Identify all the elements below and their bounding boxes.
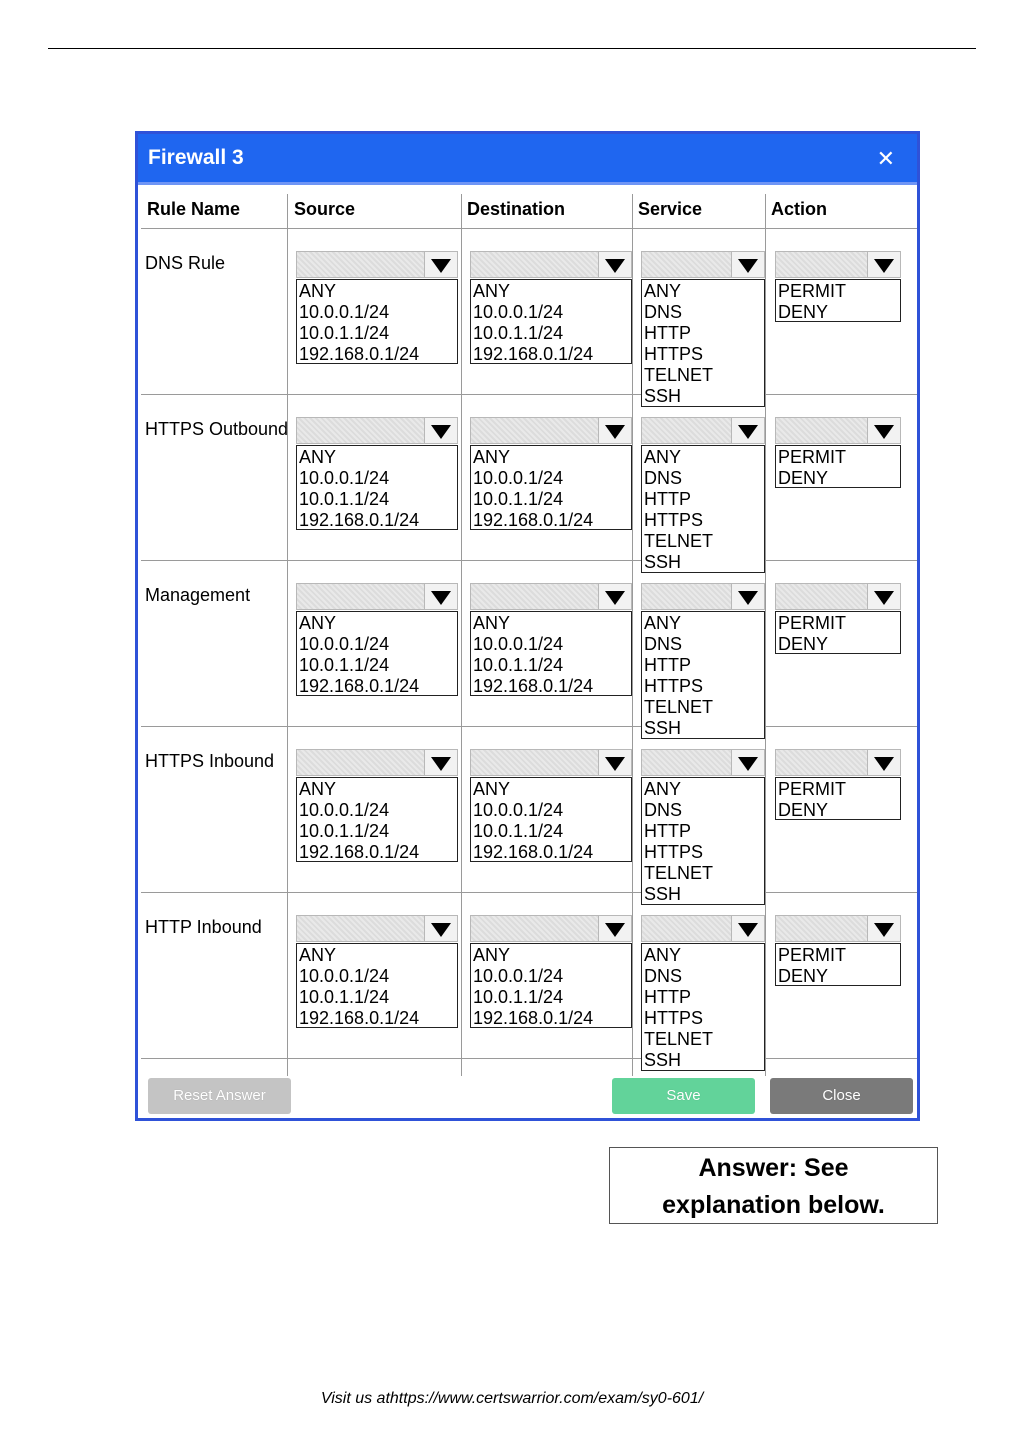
service-dropdown[interactable] bbox=[641, 915, 765, 942]
destination-listbox[interactable] bbox=[470, 777, 632, 862]
source-option[interactable]: 10.0.0.1/24 bbox=[299, 468, 390, 488]
action-dropdown[interactable] bbox=[775, 251, 901, 278]
source-option[interactable]: 192.168.0.1/24 bbox=[299, 344, 420, 364]
service-option[interactable]: DNS bbox=[644, 966, 683, 986]
service-option[interactable]: TELNET bbox=[644, 863, 714, 883]
service-option[interactable]: HTTP bbox=[644, 655, 691, 675]
destination-option[interactable]: 10.0.0.1/24 bbox=[473, 302, 564, 322]
destination-option[interactable]: 10.0.1.1/24 bbox=[473, 489, 564, 509]
source-listbox[interactable] bbox=[296, 611, 458, 696]
destination-option[interactable]: ANY bbox=[473, 945, 511, 965]
chevron-down-icon[interactable] bbox=[867, 584, 900, 609]
destination-dropdown[interactable] bbox=[470, 417, 632, 444]
header-destination: Destination bbox=[467, 199, 566, 219]
rule-name: HTTPS Outbound bbox=[145, 419, 289, 439]
service-option[interactable]: ANY bbox=[644, 779, 682, 799]
action-dropdown[interactable] bbox=[775, 417, 901, 444]
rule-name: DNS Rule bbox=[145, 253, 226, 273]
page-top-rule bbox=[48, 48, 976, 49]
chevron-down-icon[interactable] bbox=[598, 418, 631, 443]
action-option[interactable]: DENY bbox=[778, 966, 829, 986]
action-listbox[interactable] bbox=[775, 279, 901, 322]
action-listbox[interactable] bbox=[775, 611, 901, 654]
service-option[interactable]: DNS bbox=[644, 302, 683, 322]
action-listbox[interactable] bbox=[775, 445, 901, 488]
source-option[interactable]: 10.0.1.1/24 bbox=[299, 821, 390, 841]
chevron-down-icon[interactable] bbox=[424, 418, 457, 443]
rule-name: Management bbox=[145, 585, 251, 605]
dialog-title: Firewall 3 bbox=[148, 146, 244, 169]
action-option[interactable]: DENY bbox=[778, 634, 829, 654]
service-option[interactable]: TELNET bbox=[644, 365, 714, 385]
destination-listbox[interactable] bbox=[470, 611, 632, 696]
service-option[interactable]: HTTPS bbox=[644, 1008, 704, 1028]
action-option[interactable]: PERMIT bbox=[778, 779, 847, 799]
header-service: Service bbox=[638, 199, 703, 219]
save-button[interactable]: Save bbox=[612, 1078, 755, 1114]
destination-option[interactable]: 192.168.0.1/24 bbox=[473, 1008, 594, 1028]
destination-dropdown[interactable] bbox=[470, 251, 632, 278]
answer-line-1: Answer: See bbox=[698, 1154, 849, 1182]
chevron-down-icon[interactable] bbox=[731, 584, 764, 609]
service-option[interactable]: HTTPS bbox=[644, 676, 704, 696]
chevron-down-icon[interactable] bbox=[731, 916, 764, 941]
destination-option[interactable]: 10.0.0.1/24 bbox=[473, 800, 564, 820]
service-option[interactable]: ANY bbox=[644, 281, 682, 301]
table-header bbox=[141, 194, 917, 229]
header-rule-name: Rule Name bbox=[147, 199, 241, 219]
destination-option[interactable]: ANY bbox=[473, 779, 511, 799]
rule-row bbox=[141, 229, 917, 406]
source-listbox[interactable] bbox=[296, 777, 458, 862]
action-listbox[interactable] bbox=[775, 943, 901, 986]
action-listbox[interactable] bbox=[775, 777, 901, 820]
dialog-titlebar bbox=[138, 134, 917, 185]
service-listbox[interactable] bbox=[641, 777, 765, 905]
chevron-down-icon[interactable] bbox=[867, 916, 900, 941]
source-option[interactable]: 10.0.1.1/24 bbox=[299, 489, 390, 509]
service-listbox[interactable] bbox=[641, 611, 765, 739]
rules-table bbox=[141, 194, 917, 1070]
service-option[interactable]: HTTPS bbox=[644, 344, 704, 364]
source-option[interactable]: 10.0.0.1/24 bbox=[299, 634, 390, 654]
service-listbox[interactable] bbox=[641, 279, 765, 407]
action-dropdown[interactable] bbox=[775, 583, 901, 610]
service-option[interactable]: HTTPS bbox=[644, 842, 704, 862]
service-option[interactable]: HTTP bbox=[644, 821, 691, 841]
source-dropdown[interactable] bbox=[296, 749, 458, 776]
destination-option[interactable]: 192.168.0.1/24 bbox=[473, 510, 594, 530]
service-dropdown[interactable] bbox=[641, 251, 765, 278]
service-option[interactable]: HTTP bbox=[644, 489, 691, 509]
reset-answer-button[interactable]: Reset Answer bbox=[148, 1078, 291, 1114]
source-option[interactable]: 10.0.1.1/24 bbox=[299, 655, 390, 675]
source-option[interactable]: 192.168.0.1/24 bbox=[299, 1008, 420, 1028]
service-option[interactable]: DNS bbox=[644, 634, 683, 654]
service-option[interactable]: SSH bbox=[644, 718, 682, 738]
chevron-down-icon[interactable] bbox=[731, 252, 764, 277]
source-option[interactable]: 192.168.0.1/24 bbox=[299, 676, 420, 696]
service-option[interactable]: DNS bbox=[644, 800, 683, 820]
service-option[interactable]: TELNET bbox=[644, 1029, 714, 1049]
footer-text: Visit us athttps://www.certswarrior.com/exam/sy0-601/ bbox=[320, 1390, 704, 1407]
destination-dropdown[interactable] bbox=[470, 915, 632, 942]
chevron-down-icon[interactable] bbox=[598, 916, 631, 941]
service-option[interactable]: ANY bbox=[644, 945, 682, 965]
destination-option[interactable]: ANY bbox=[473, 613, 511, 633]
destination-option[interactable]: 192.168.0.1/24 bbox=[473, 842, 594, 862]
service-option[interactable]: HTTPS bbox=[644, 510, 704, 530]
source-option[interactable]: 192.168.0.1/24 bbox=[299, 842, 420, 862]
action-option[interactable]: PERMIT bbox=[778, 945, 847, 965]
destination-option[interactable]: 192.168.0.1/24 bbox=[473, 344, 594, 364]
close-button[interactable]: Close bbox=[770, 1078, 913, 1114]
source-option[interactable]: 192.168.0.1/24 bbox=[299, 510, 420, 530]
source-listbox[interactable] bbox=[296, 279, 458, 364]
source-dropdown[interactable] bbox=[296, 915, 458, 942]
destination-option[interactable]: 10.0.0.1/24 bbox=[473, 966, 564, 986]
source-dropdown[interactable] bbox=[296, 583, 458, 610]
action-option[interactable]: PERMIT bbox=[778, 613, 847, 633]
rule-row bbox=[141, 727, 917, 904]
chevron-down-icon[interactable] bbox=[867, 252, 900, 277]
destination-option[interactable]: 10.0.0.1/24 bbox=[473, 634, 564, 654]
source-option[interactable]: 10.0.0.1/24 bbox=[299, 800, 390, 820]
destination-listbox[interactable] bbox=[470, 943, 632, 1028]
destination-option[interactable]: 10.0.1.1/24 bbox=[473, 987, 564, 1007]
action-option[interactable]: PERMIT bbox=[778, 281, 847, 301]
source-option[interactable]: 10.0.0.1/24 bbox=[299, 302, 390, 322]
action-option[interactable]: DENY bbox=[778, 468, 829, 488]
destination-option[interactable]: 192.168.0.1/24 bbox=[473, 676, 594, 696]
chevron-down-icon[interactable] bbox=[598, 584, 631, 609]
close-icon[interactable]: ✕ bbox=[876, 146, 895, 171]
destination-option[interactable]: 10.0.1.1/24 bbox=[473, 323, 564, 343]
destination-option[interactable]: ANY bbox=[473, 447, 511, 467]
destination-option[interactable]: 10.0.0.1/24 bbox=[473, 468, 564, 488]
service-listbox[interactable] bbox=[641, 445, 765, 573]
source-option[interactable]: ANY bbox=[299, 447, 337, 467]
header-source: Source bbox=[294, 199, 356, 219]
destination-listbox[interactable] bbox=[470, 445, 632, 530]
source-listbox[interactable] bbox=[296, 943, 458, 1028]
chevron-down-icon[interactable] bbox=[424, 916, 457, 941]
chevron-down-icon[interactable] bbox=[424, 252, 457, 277]
service-dropdown[interactable] bbox=[641, 749, 765, 776]
service-option[interactable]: TELNET bbox=[644, 697, 714, 717]
service-option[interactable]: DNS bbox=[644, 468, 683, 488]
source-option[interactable]: 10.0.1.1/24 bbox=[299, 323, 390, 343]
rule-name: HTTPS Inbound bbox=[145, 751, 275, 771]
service-option[interactable]: SSH bbox=[644, 884, 682, 904]
action-option[interactable]: PERMIT bbox=[778, 447, 847, 467]
service-dropdown[interactable] bbox=[641, 583, 765, 610]
service-option[interactable]: HTTP bbox=[644, 987, 691, 1007]
chevron-down-icon[interactable] bbox=[867, 418, 900, 443]
destination-option[interactable]: 10.0.1.1/24 bbox=[473, 821, 564, 841]
chevron-down-icon[interactable] bbox=[424, 750, 457, 775]
firewall-dialog bbox=[135, 131, 920, 1121]
answer-line-2: explanation below. bbox=[662, 1191, 885, 1219]
source-dropdown[interactable] bbox=[296, 417, 458, 444]
destination-option[interactable]: 10.0.1.1/24 bbox=[473, 655, 564, 675]
chevron-down-icon[interactable] bbox=[598, 750, 631, 775]
source-option[interactable]: 10.0.0.1/24 bbox=[299, 966, 390, 986]
header-action: Action bbox=[771, 199, 827, 219]
action-dropdown[interactable] bbox=[775, 915, 901, 942]
source-option[interactable]: 10.0.1.1/24 bbox=[299, 987, 390, 1007]
rule-row bbox=[141, 395, 917, 572]
source-option[interactable]: ANY bbox=[299, 945, 337, 965]
source-option[interactable]: ANY bbox=[299, 779, 337, 799]
chevron-down-icon[interactable] bbox=[598, 252, 631, 277]
destination-listbox[interactable] bbox=[470, 279, 632, 364]
service-dropdown[interactable] bbox=[641, 417, 765, 444]
service-option[interactable]: ANY bbox=[644, 613, 682, 633]
service-option[interactable]: SSH bbox=[644, 552, 682, 572]
chevron-down-icon[interactable] bbox=[731, 418, 764, 443]
service-option[interactable]: HTTP bbox=[644, 323, 691, 343]
chevron-down-icon[interactable] bbox=[867, 750, 900, 775]
service-option[interactable]: TELNET bbox=[644, 531, 714, 551]
destination-dropdown[interactable] bbox=[470, 583, 632, 610]
source-listbox[interactable] bbox=[296, 445, 458, 530]
chevron-down-icon[interactable] bbox=[731, 750, 764, 775]
rule-name: HTTP Inbound bbox=[145, 917, 262, 937]
service-option[interactable]: SSH bbox=[644, 386, 682, 406]
answer-box bbox=[609, 1147, 938, 1224]
source-option[interactable]: ANY bbox=[299, 613, 337, 633]
service-option[interactable]: SSH bbox=[644, 1050, 682, 1070]
destination-dropdown[interactable] bbox=[470, 749, 632, 776]
destination-option[interactable]: ANY bbox=[473, 281, 511, 301]
rule-row bbox=[141, 561, 917, 738]
chevron-down-icon[interactable] bbox=[424, 584, 457, 609]
action-dropdown[interactable] bbox=[775, 749, 901, 776]
action-option[interactable]: DENY bbox=[778, 302, 829, 322]
service-listbox[interactable] bbox=[641, 943, 765, 1071]
source-dropdown[interactable] bbox=[296, 251, 458, 278]
service-option[interactable]: ANY bbox=[644, 447, 682, 467]
source-option[interactable]: ANY bbox=[299, 281, 337, 301]
action-option[interactable]: DENY bbox=[778, 800, 829, 820]
rule-row bbox=[141, 893, 917, 1070]
